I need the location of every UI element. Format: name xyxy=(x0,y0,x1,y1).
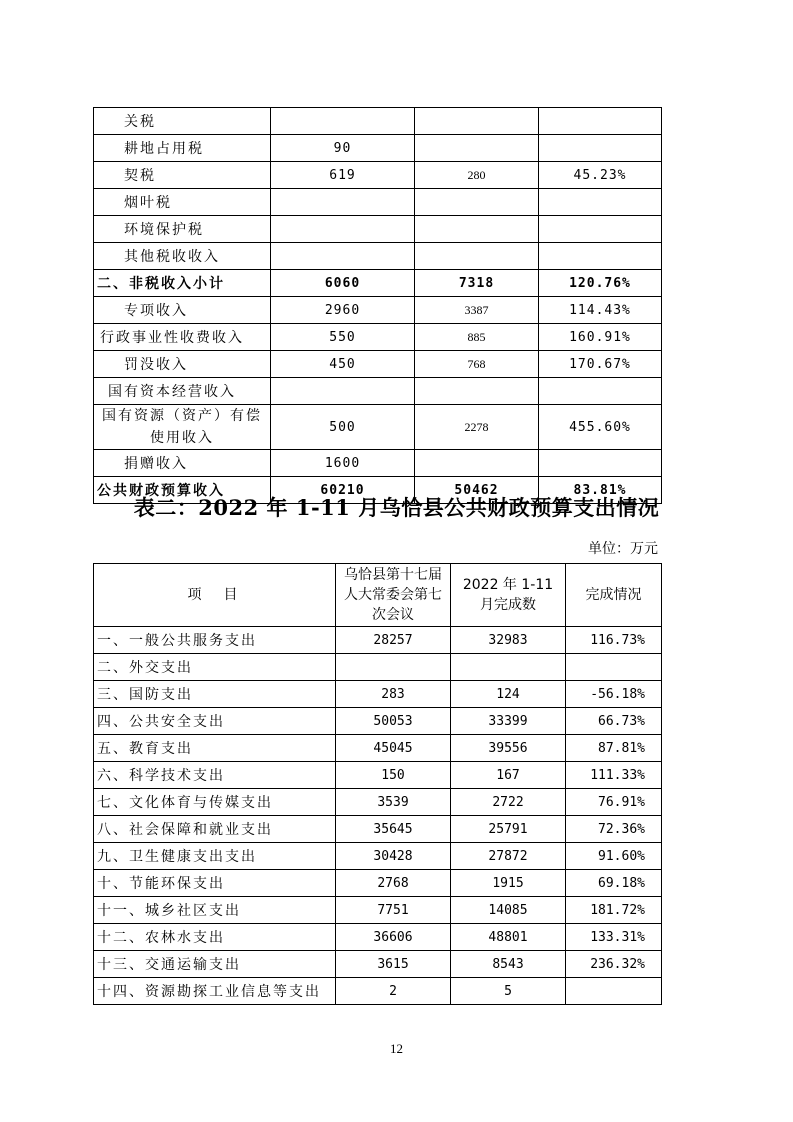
cell-actual: 27872 xyxy=(451,843,566,870)
page-number: 12 xyxy=(390,1041,403,1056)
table-row xyxy=(94,162,662,189)
cell-budget: 500 xyxy=(271,405,415,450)
cell-actual: 280 xyxy=(415,162,539,189)
row-label: 关税 xyxy=(94,108,271,135)
subtotal-row xyxy=(94,270,662,297)
table-row xyxy=(94,216,662,243)
expenditure-table-title: 表二：2022 年 1-11 月乌恰县公共财政预算支出情况 xyxy=(133,495,660,520)
cell-budget: 90 xyxy=(271,135,415,162)
cell-actual: 5 xyxy=(451,978,566,1005)
cell-budget: 45045 xyxy=(336,735,451,762)
cell-budget: 7751 xyxy=(336,897,451,924)
cell-budget: 50053 xyxy=(336,708,451,735)
cell-budget: 30428 xyxy=(336,843,451,870)
table-row xyxy=(94,951,662,978)
cell-budget: 1600 xyxy=(271,450,415,477)
cell-actual: 7318 xyxy=(415,270,539,297)
cell-rate: 72.36% xyxy=(566,816,662,843)
row-label: 六、科学技术支出 xyxy=(94,762,336,789)
table-row xyxy=(94,789,662,816)
row-label: 行政事业性收费收入 xyxy=(94,324,271,351)
table-row xyxy=(94,735,662,762)
cell-actual: 2278 xyxy=(415,405,539,450)
row-label: 其他税收收入 xyxy=(94,243,271,270)
cell-rate xyxy=(539,216,662,243)
row-label: 二、非税收入小计 xyxy=(94,270,271,297)
row-label: 二、外交支出 xyxy=(94,654,336,681)
cell-rate xyxy=(539,135,662,162)
row-label: 环境保护税 xyxy=(94,216,271,243)
table-row xyxy=(94,708,662,735)
table-row xyxy=(94,762,662,789)
cell-rate: 69.18% xyxy=(566,870,662,897)
cell-rate xyxy=(539,108,662,135)
revenue-table-continued xyxy=(93,107,662,504)
cell-actual: 25791 xyxy=(451,816,566,843)
cell-rate xyxy=(539,189,662,216)
table-row xyxy=(94,297,662,324)
row-label: 国有资源（资产）有偿使用收入 xyxy=(94,405,271,450)
cell-actual: 2722 xyxy=(451,789,566,816)
cell-budget: 3539 xyxy=(336,789,451,816)
row-label: 耕地占用税 xyxy=(94,135,271,162)
cell-budget: 150 xyxy=(336,762,451,789)
cell-rate xyxy=(539,450,662,477)
cell-rate: 170.67% xyxy=(539,351,662,378)
cell-actual: 48801 xyxy=(451,924,566,951)
row-label: 专项收入 xyxy=(94,297,271,324)
cell-rate: 236.32% xyxy=(566,951,662,978)
row-label: 十、节能环保支出 xyxy=(94,870,336,897)
cell-rate: 111.33% xyxy=(566,762,662,789)
cell-budget: 550 xyxy=(271,324,415,351)
cell-rate: 66.73% xyxy=(566,708,662,735)
row-label: 七、文化体育与传媒支出 xyxy=(94,789,336,816)
table-row xyxy=(94,681,662,708)
row-label: 契税 xyxy=(94,162,271,189)
row-label: 十四、资源勘探工业信息等支出 xyxy=(94,978,336,1005)
cell-budget: 28257 xyxy=(336,627,451,654)
cell-actual: 50462 xyxy=(415,477,539,504)
row-label: 公共财政预算收入 xyxy=(94,477,271,504)
table-row xyxy=(94,978,662,1005)
cell-budget xyxy=(271,243,415,270)
table-row xyxy=(94,627,662,654)
row-label: 九、卫生健康支出支出 xyxy=(94,843,336,870)
cell-actual: 8543 xyxy=(451,951,566,978)
cell-rate: 83.81% xyxy=(539,477,662,504)
cell-rate: 120.76% xyxy=(539,270,662,297)
header-actual: 2022 年 1-11 月完成数 xyxy=(451,564,566,627)
table-row xyxy=(94,450,662,477)
cell-budget: 60210 xyxy=(271,477,415,504)
cell-budget: 35645 xyxy=(336,816,451,843)
expenditure-table xyxy=(93,563,662,1005)
row-label: 烟叶税 xyxy=(94,189,271,216)
cell-rate xyxy=(566,654,662,681)
cell-budget: 36606 xyxy=(336,924,451,951)
cell-budget: 2 xyxy=(336,978,451,1005)
cell-rate xyxy=(566,978,662,1005)
cell-actual: 32983 xyxy=(451,627,566,654)
table-row xyxy=(94,378,662,405)
row-label: 国有资本经营收入 xyxy=(94,378,271,405)
table-row xyxy=(94,324,662,351)
cell-actual xyxy=(415,135,539,162)
row-label: 十三、交通运输支出 xyxy=(94,951,336,978)
table-row xyxy=(94,816,662,843)
header-budget: 乌恰县第十七届人大常委会第七次会议 xyxy=(336,564,451,627)
cell-budget xyxy=(271,378,415,405)
cell-rate: 91.60% xyxy=(566,843,662,870)
cell-rate xyxy=(539,378,662,405)
cell-actual xyxy=(415,243,539,270)
table-row xyxy=(94,405,662,450)
cell-rate: 455.60% xyxy=(539,405,662,450)
table-row xyxy=(94,243,662,270)
unit-label: 单位：万元 xyxy=(588,541,658,557)
table-row xyxy=(94,108,662,135)
cell-actual: 39556 xyxy=(451,735,566,762)
row-label: 十二、农林水支出 xyxy=(94,924,336,951)
table-row xyxy=(94,924,662,951)
table-header-row xyxy=(94,564,662,627)
cell-rate: 160.91% xyxy=(539,324,662,351)
row-label: 八、社会保障和就业支出 xyxy=(94,816,336,843)
cell-rate: 76.91% xyxy=(566,789,662,816)
cell-budget: 6060 xyxy=(271,270,415,297)
cell-budget: 3615 xyxy=(336,951,451,978)
cell-rate: 116.73% xyxy=(566,627,662,654)
table-row xyxy=(94,351,662,378)
table-row xyxy=(94,870,662,897)
cell-actual xyxy=(415,216,539,243)
table-row xyxy=(94,897,662,924)
header-rate: 完成情况 xyxy=(566,564,662,627)
cell-budget: 619 xyxy=(271,162,415,189)
cell-rate: 87.81% xyxy=(566,735,662,762)
row-label: 五、教育支出 xyxy=(94,735,336,762)
cell-budget xyxy=(271,189,415,216)
cell-actual: 768 xyxy=(415,351,539,378)
cell-budget: 2768 xyxy=(336,870,451,897)
row-label: 捐赠收入 xyxy=(94,450,271,477)
cell-rate: 45.23% xyxy=(539,162,662,189)
cell-budget xyxy=(271,108,415,135)
cell-budget: 450 xyxy=(271,351,415,378)
cell-rate: -56.18% xyxy=(566,681,662,708)
cell-actual xyxy=(415,450,539,477)
cell-rate xyxy=(539,243,662,270)
cell-actual: 33399 xyxy=(451,708,566,735)
header-item: 项 目 xyxy=(94,564,336,627)
cell-actual: 1915 xyxy=(451,870,566,897)
cell-rate: 133.31% xyxy=(566,924,662,951)
cell-actual: 167 xyxy=(451,762,566,789)
cell-rate: 181.72% xyxy=(566,897,662,924)
table-row xyxy=(94,654,662,681)
cell-actual: 885 xyxy=(415,324,539,351)
cell-actual xyxy=(415,108,539,135)
cell-actual xyxy=(451,654,566,681)
row-label: 一、一般公共服务支出 xyxy=(94,627,336,654)
row-label: 四、公共安全支出 xyxy=(94,708,336,735)
cell-actual: 3387 xyxy=(415,297,539,324)
cell-actual xyxy=(415,378,539,405)
row-label: 十一、城乡社区支出 xyxy=(94,897,336,924)
cell-actual: 124 xyxy=(451,681,566,708)
cell-actual: 14085 xyxy=(451,897,566,924)
row-label: 罚没收入 xyxy=(94,351,271,378)
cell-budget: 2960 xyxy=(271,297,415,324)
cell-budget xyxy=(336,654,451,681)
table-row xyxy=(94,189,662,216)
cell-rate: 114.43% xyxy=(539,297,662,324)
cell-budget xyxy=(271,216,415,243)
cell-budget: 283 xyxy=(336,681,451,708)
row-label: 三、国防支出 xyxy=(94,681,336,708)
table-row xyxy=(94,843,662,870)
cell-actual xyxy=(415,189,539,216)
table-row xyxy=(94,135,662,162)
